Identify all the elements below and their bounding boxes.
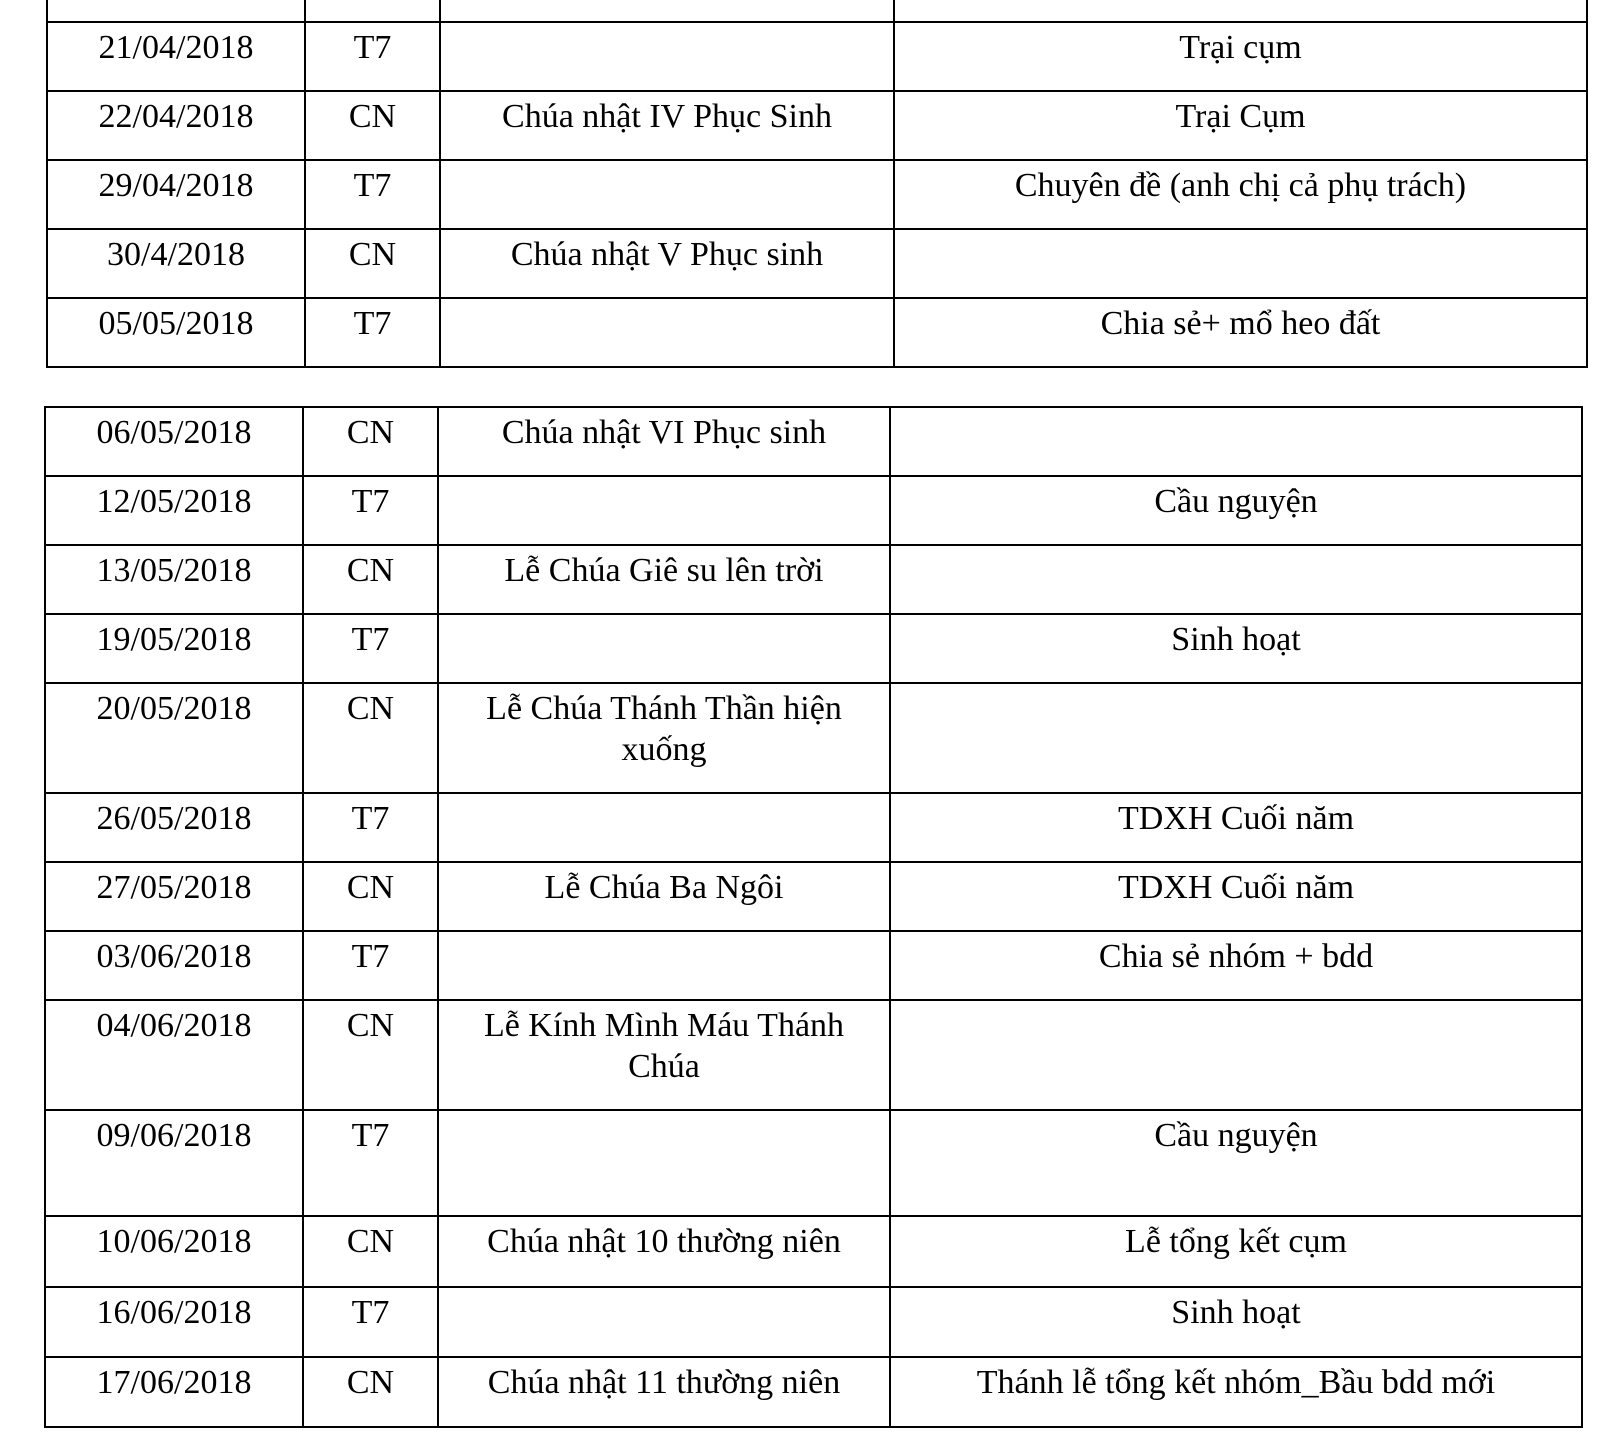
activity-cell: Sinh hoạt <box>890 614 1582 683</box>
date-cell: 04/06/2018 <box>45 1000 303 1110</box>
table-row <box>45 476 1582 545</box>
table-row <box>45 1357 1582 1427</box>
activity-cell: Sinh hoạt <box>890 1287 1582 1357</box>
date-cell: 10/06/2018 <box>45 1216 303 1287</box>
activity-cell: Cầu nguyện <box>890 476 1582 545</box>
day-cell <box>305 0 440 22</box>
activity-cell: Chia sẻ nhóm + bdd <box>890 931 1582 1000</box>
date-cell: 05/05/2018 <box>47 298 305 367</box>
activity-cell <box>890 683 1582 793</box>
date-cell <box>47 0 305 22</box>
activity-cell: Chia sẻ+ mổ heo đất <box>894 298 1587 367</box>
activity-cell <box>890 407 1582 476</box>
feast-cell <box>438 614 890 683</box>
activity-cell: Lễ tổng kết cụm <box>890 1216 1582 1287</box>
feast-cell <box>438 476 890 545</box>
date-cell: 29/04/2018 <box>47 160 305 229</box>
day-cell: CN <box>303 1357 438 1427</box>
day-cell: CN <box>303 407 438 476</box>
table-row <box>45 1110 1582 1216</box>
day-cell: T7 <box>305 22 440 91</box>
feast-cell <box>440 298 894 367</box>
feast-cell: Lễ Kính Mình Máu Thánh Chúa <box>438 1000 890 1110</box>
date-cell: 06/05/2018 <box>45 407 303 476</box>
feast-cell <box>438 1110 890 1216</box>
date-cell: 21/04/2018 <box>47 22 305 91</box>
feast-cell: Lễ Chúa Thánh Thần hiện xuống <box>438 683 890 793</box>
day-cell: T7 <box>305 160 440 229</box>
feast-cell: Chúa nhật IV Phục Sinh <box>440 91 894 160</box>
table-row <box>45 1216 1582 1287</box>
activity-cell: Trại Cụm <box>894 91 1587 160</box>
table-row <box>45 614 1582 683</box>
day-cell: T7 <box>303 931 438 1000</box>
date-cell: 09/06/2018 <box>45 1110 303 1216</box>
feast-cell <box>440 0 894 22</box>
day-cell: T7 <box>305 298 440 367</box>
date-cell: 20/05/2018 <box>45 683 303 793</box>
activity-cell <box>894 0 1587 22</box>
feast-cell <box>438 793 890 862</box>
feast-cell: Chúa nhật VI Phục sinh <box>438 407 890 476</box>
day-cell: CN <box>303 1216 438 1287</box>
feast-cell: Lễ Chúa Giê su lên trời <box>438 545 890 614</box>
activity-cell: TDXH Cuối năm <box>890 793 1582 862</box>
schedule-table-1 <box>46 0 1588 368</box>
date-cell: 27/05/2018 <box>45 862 303 931</box>
activity-cell: Thánh lễ tổng kết nhóm_Bầu bdd mới <box>890 1357 1582 1427</box>
feast-cell: Chúa nhật V Phục sinh <box>440 229 894 298</box>
activity-cell <box>894 229 1587 298</box>
date-cell: 16/06/2018 <box>45 1287 303 1357</box>
table-row <box>45 862 1582 931</box>
table-row <box>47 91 1587 160</box>
day-cell: CN <box>305 229 440 298</box>
date-cell: 19/05/2018 <box>45 614 303 683</box>
table-row <box>47 0 1587 22</box>
day-cell: T7 <box>303 793 438 862</box>
table-row <box>47 298 1587 367</box>
date-cell: 13/05/2018 <box>45 545 303 614</box>
date-cell: 12/05/2018 <box>45 476 303 545</box>
date-cell: 03/06/2018 <box>45 931 303 1000</box>
activity-cell <box>890 1000 1582 1110</box>
date-cell: 26/05/2018 <box>45 793 303 862</box>
table-row <box>45 683 1582 793</box>
day-cell: T7 <box>303 614 438 683</box>
table-row <box>45 793 1582 862</box>
activity-cell: Trại cụm <box>894 22 1587 91</box>
table-row <box>47 22 1587 91</box>
date-cell: 22/04/2018 <box>47 91 305 160</box>
activity-cell: Cầu nguyện <box>890 1110 1582 1216</box>
day-cell: CN <box>303 683 438 793</box>
feast-cell: Lễ Chúa Ba Ngôi <box>438 862 890 931</box>
feast-cell <box>438 1287 890 1357</box>
table-row <box>45 931 1582 1000</box>
activity-cell: TDXH Cuối năm <box>890 862 1582 931</box>
day-cell: CN <box>303 862 438 931</box>
table-row <box>45 1000 1582 1110</box>
day-cell: CN <box>303 1000 438 1110</box>
table-row <box>45 407 1582 476</box>
table-row <box>45 545 1582 614</box>
table-row <box>47 229 1587 298</box>
schedule-table-2 <box>44 406 1583 1428</box>
activity-cell <box>890 545 1582 614</box>
feast-cell <box>438 931 890 1000</box>
date-cell: 30/4/2018 <box>47 229 305 298</box>
table-row <box>45 1287 1582 1357</box>
day-cell: T7 <box>303 1110 438 1216</box>
activity-cell: Chuyên đề (anh chị cả phụ trách) <box>894 160 1587 229</box>
day-cell: CN <box>305 91 440 160</box>
day-cell: T7 <box>303 476 438 545</box>
day-cell: T7 <box>303 1287 438 1357</box>
date-cell: 17/06/2018 <box>45 1357 303 1427</box>
feast-cell: Chúa nhật 11 thường niên <box>438 1357 890 1427</box>
feast-cell: Chúa nhật 10 thường niên <box>438 1216 890 1287</box>
day-cell: CN <box>303 545 438 614</box>
feast-cell <box>440 22 894 91</box>
table-row <box>47 160 1587 229</box>
feast-cell <box>440 160 894 229</box>
